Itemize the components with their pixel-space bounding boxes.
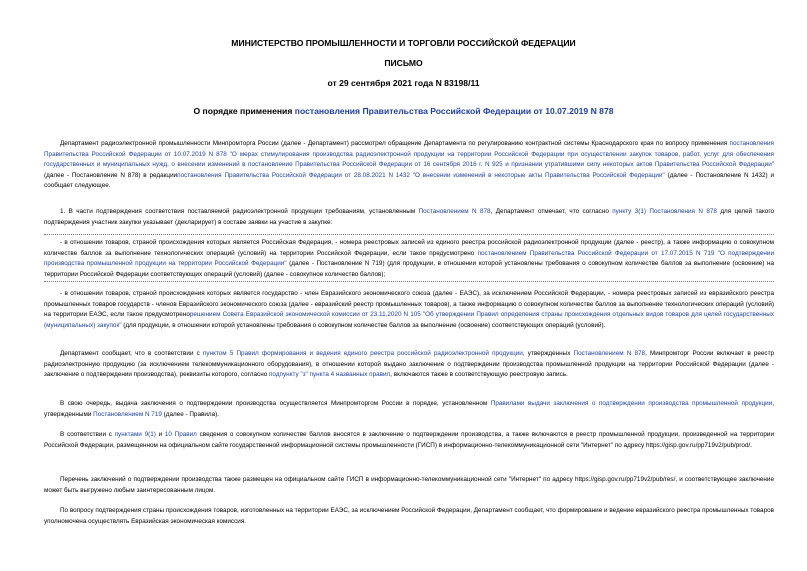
issuance-text-2: , утвержденными [44, 400, 774, 418]
resolution-719-link[interactable]: Постановлением N 719 [93, 410, 162, 418]
points-text-1: В соответствии с [60, 431, 115, 438]
paragraph-intro [44, 139, 774, 192]
registry-text-4: , включаются также в соответствующую реестровую запись. [390, 371, 568, 378]
registry-text-3: , Минпромторг России включает в реестр радиоэлектронную продукцию (за исключением телекоммуникационного оборудования), в отношении которой выдано заключение о подтверждении производства промышленной продукции на территории Российской Федерации (далее - заключение о подтверждении производства), реквизиты которого, согласно [44, 350, 775, 378]
issuance-text-1: В свою очередь, выдача заключения о подтверждении производства осуществляется Минпромторгом России в порядке, установленном [60, 400, 491, 407]
russia-text-2: (далее - Постановление N 719) (для продукции, в отношении которой установлены требования о совокупном количестве баллов за выполнение (освоение) на территории Российской Федерации соответствующих операций (условий) (далее - совокупное количество баллов); [44, 260, 774, 278]
intro-text-2: (далее - Постановление N 878) в редакции [44, 171, 178, 179]
points-text-2: и [155, 431, 165, 438]
subject-prefix: О порядке применения [193, 106, 295, 116]
rules-clause-5-link[interactable]: пунктом 5 Правил формирования и ведения единого реестра российской радиоэлектронной продукции [202, 350, 523, 357]
registry-text-1: Департамент сообщает, что в соответствии с [60, 350, 203, 357]
paragraph-russia-goods [44, 238, 774, 280]
points-text-3: сведения о совокупном количестве баллов вносятся в заключение о подтверждении производства, а также включаются в реестр промышленной продукции, произведенной на территории Российской Федерации, размещенном на официальном сайте государственной информационной системы промышленности (ГИСП) в информационно-телекоммуникационной сети "Интернет" по адресу https://gisp.gov.ru/pp719v2/pub/prod/. [44, 431, 774, 449]
eaeu-text-1: - в отношении товаров, страной происхождения которых является государство - член Евразийского экономического союза (далее - ЕАЭС), за исключением Российской Федерации, - номера реестровых записей из евразийского реестра промышленных товаров государств - членов Евразийского экономического союза (далее - евразийский реестр промышленных товаров), а также информацию о совокупном количестве баллов за выполнение технологических операций (условий) на территории ЕАЭС, если такое предусмотрено [44, 290, 774, 318]
document-type: ПИСЬМО [384, 58, 423, 68]
clause-9-1-link[interactable]: пунктами 9(1) [114, 431, 156, 438]
document-subject [0, 106, 807, 117]
ministry-title: МИНИСТЕРСТВО ПРОМЫШЛЕННОСТИ И ТОРГОВЛИ РОССИЙСКОЙ ФЕДЕРАЦИИ [231, 38, 576, 48]
clause-3-1-link[interactable]: пункту 3(1) Постановления N 878 [612, 208, 717, 215]
decree-878-link[interactable]: постановления Правительства Российской Федерации от 10.07.2019 N 878 "О мерах стимулирования производства радиоэлектронной продукции на территории Российской Федерации при осуществлении закупок товаров, работ, услуг для обеспечения государственных и муниципальных нужд, о внесении изменений в постановление Правительства Российской Федерации от 16 сентября 2016 г. N 925 и признании утратившими силу некоторых актов Правительства Российской Федерации" [44, 140, 774, 168]
divider [44, 281, 774, 282]
clause-10-rules-link[interactable]: 10 Правил [164, 431, 197, 438]
russia-text-1: - в отношении товаров, страной происхождения которых является Российская Федерация, - номера реестровых записей из единого реестра российской радиоэлектронной продукции (далее - реестр), а также информацию о совокупном количестве баллов за выполнение технологических операций (условий) на территории Российской Федерации, если такое предусмотрено [44, 239, 774, 257]
p1-text-3: для целей такого подтверждения участник закупки указывает (декларирует) в составе заявки на участие в закупке: [44, 208, 775, 226]
paragraph-registry-inclusion [44, 349, 774, 381]
conclusions-list-text: Перечень заключений о подтверждении производства также размещен на официальном сайте ГИСП в информационно-телекоммуникационной сети "Интернет" по адресу https://gisp.gov.ru/pp719v2/pub/res/, и соответствующее заключение может быть выгружено любым заинтересованным лицом. [44, 476, 774, 494]
issuance-text-3: (далее - Правила). [161, 410, 220, 418]
intro-text-3: (далее - Постановление N 1432) и сообщает следующее. [44, 171, 774, 189]
paragraph-points-info [44, 430, 774, 451]
resolution-878-link[interactable]: Постановлением N 878 [418, 208, 491, 215]
paragraph-conclusion-issuance [44, 399, 774, 420]
eaeu-registry-text: По вопросу подтверждения страны происхождения товаров, изготовленных на территории ЕАЭС, за исключением Российской Федерации, Департамент сообщает, что формирование и ведение евразийского реестра промышленных товаров уполномочена осуществлять Евразийская экономическая комиссия. [44, 507, 774, 525]
document-date-number: от 29 сентября 2021 года N 83198/11 [327, 78, 480, 88]
eaeu-text-2: (для продукции, в отношении которой установлены требования о совокупном количестве баллов за выполнение (освоение) соответствующих операций (условий). [121, 321, 606, 329]
divider [44, 234, 774, 235]
p1-text-1: 1. В части подтверждения соответствия поставляемой радиоэлектронной продукции требованиям, установленным [60, 208, 419, 215]
registry-text-2: , утвержденных [522, 350, 574, 357]
paragraph-1 [44, 207, 774, 228]
decree-1432-link[interactable]: постановления Правительства Российской Федерации от 28.08.2021 N 1432 "О внесении изменений в некоторые акты Правительства Российской Федерации" [177, 171, 665, 179]
paragraph-conclusions-list [44, 475, 774, 496]
subclause-z-link[interactable]: подпункту "з" пункта 4 названных правил [269, 371, 391, 378]
issuance-rules-link[interactable]: Правилами выдачи заключения о подтверждении производства промышленной продукции [490, 400, 773, 407]
eec-decision-105-link[interactable]: решением Совета Евразийской экономической комиссии от 23.11.2020 N 105 "Об утверждении Правил определения страны происхождения отдельных видов товаров для целей государственных (муниципальных) закупок" [44, 311, 774, 329]
resolution-878-link[interactable]: Постановлением N 878 [573, 350, 646, 357]
p1-text-2: , Департамент отмечает, что согласно [490, 208, 613, 215]
paragraph-eaeu-goods [44, 289, 774, 331]
paragraph-eaeu-registry [44, 506, 774, 527]
subject-decree-link[interactable]: постановления Правительства Российской Федерации от 10.07.2019 N 878 [294, 106, 614, 116]
intro-text-1: Департамент радиоэлектронной промышленности Минпромторга России (далее - Департамент) рассмотрел обращение Департамента по регулированию контрактной системы Краснодарского края по вопросу применения [60, 140, 730, 147]
decree-719-link[interactable]: постановлением Правительства Российской Федерации от 17.07.2015 N 719 "О подтверждении производства промышленной продукции на территории Российской Федерации" [44, 249, 774, 267]
